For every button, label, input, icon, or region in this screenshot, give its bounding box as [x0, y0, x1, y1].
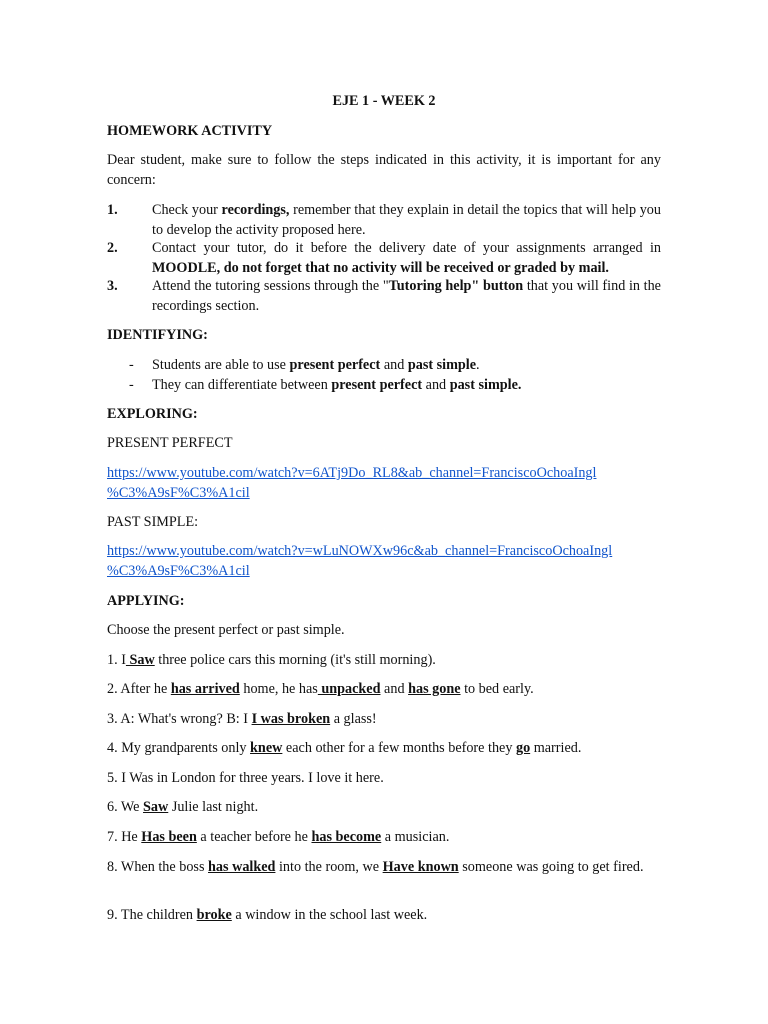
exercise-item-5: 5. I Was in London for three years. I love it here. [107, 770, 384, 786]
instruction-text: Choose the present perfect or past simple. [107, 622, 345, 638]
exercise-item-6: 6. We Saw Julie last night. [107, 799, 259, 815]
exercise-item-1: 1. I Saw three police cars this morning (it's still morning). [107, 652, 436, 668]
homework-heading: HOMEWORK ACTIVITY [107, 123, 273, 139]
identifying-text: They can differentiate between present perfect and past simple. [152, 377, 522, 393]
step-text: Contact your tutor, do it before the delivery date of your assignments arranged in MOODLE, do not forget that no activity will be received or graded by mail. [152, 240, 661, 276]
identifying-item-2 [107, 375, 661, 395]
step-number: 2. [107, 240, 118, 256]
intro-paragraph: Dear student, make sure to follow the steps indicated in this activity, it is important for any concern: [107, 152, 661, 188]
present-perfect-label: PRESENT PERFECT [107, 435, 233, 451]
exercise-item-4: 4. My grandparents only knew each other for a few months before they go married. [107, 740, 582, 756]
exercise-item-9: 9. The children broke a window in the school last week. [107, 907, 428, 923]
step-text: Check your recordings, remember that they explain in detail the topics that will help you to develop the activity proposed here. [152, 202, 661, 238]
applying-heading: APPLYING: [107, 593, 185, 609]
step-item-1 [107, 200, 661, 240]
bullet-dash: - [129, 377, 134, 393]
step-number: 3. [107, 278, 118, 294]
page-title: EJE 1 - WEEK 2 [332, 93, 436, 109]
exercise-item-7: 7. He Has been a teacher before he has become a musician. [107, 829, 450, 845]
exercise-item-2: 2. After he has arrived home, he has unpacked and has gone to bed early. [107, 681, 534, 697]
step-number: 1. [107, 202, 118, 218]
past-simple-video-link[interactable]: https://www.youtube.com/watch?v=wLuNOWXw96c&ab_channel=FranciscoOchoaIngl %C3%A9sF%C3%A1cil [107, 543, 613, 579]
present-perfect-video-link[interactable]: https://www.youtube.com/watch?v=6ATj9Do_RL8&ab_channel=FranciscoOchoaIngl %C3%A9sF%C3%A1cil [107, 465, 597, 501]
identifying-heading: IDENTIFYING: [107, 327, 208, 343]
past-simple-label: PAST SIMPLE: [107, 514, 199, 530]
exercise-item-8: 8. When the boss has walked into the room, we Have known someone was going to get fired. [107, 859, 644, 875]
bullet-dash: - [129, 357, 134, 373]
identifying-text: Students are able to use present perfect and past simple. [152, 357, 480, 373]
step-item-2 [107, 238, 661, 278]
exercise-item-3: 3. A: What's wrong? B: I I was broken a glass! [107, 711, 377, 727]
exploring-heading: EXPLORING: [107, 406, 198, 422]
step-text: Attend the tutoring sessions through the "Tutoring help" button that you will find in the recordings section. [152, 278, 661, 314]
identifying-item-1 [107, 355, 661, 375]
step-item-3 [107, 276, 661, 316]
